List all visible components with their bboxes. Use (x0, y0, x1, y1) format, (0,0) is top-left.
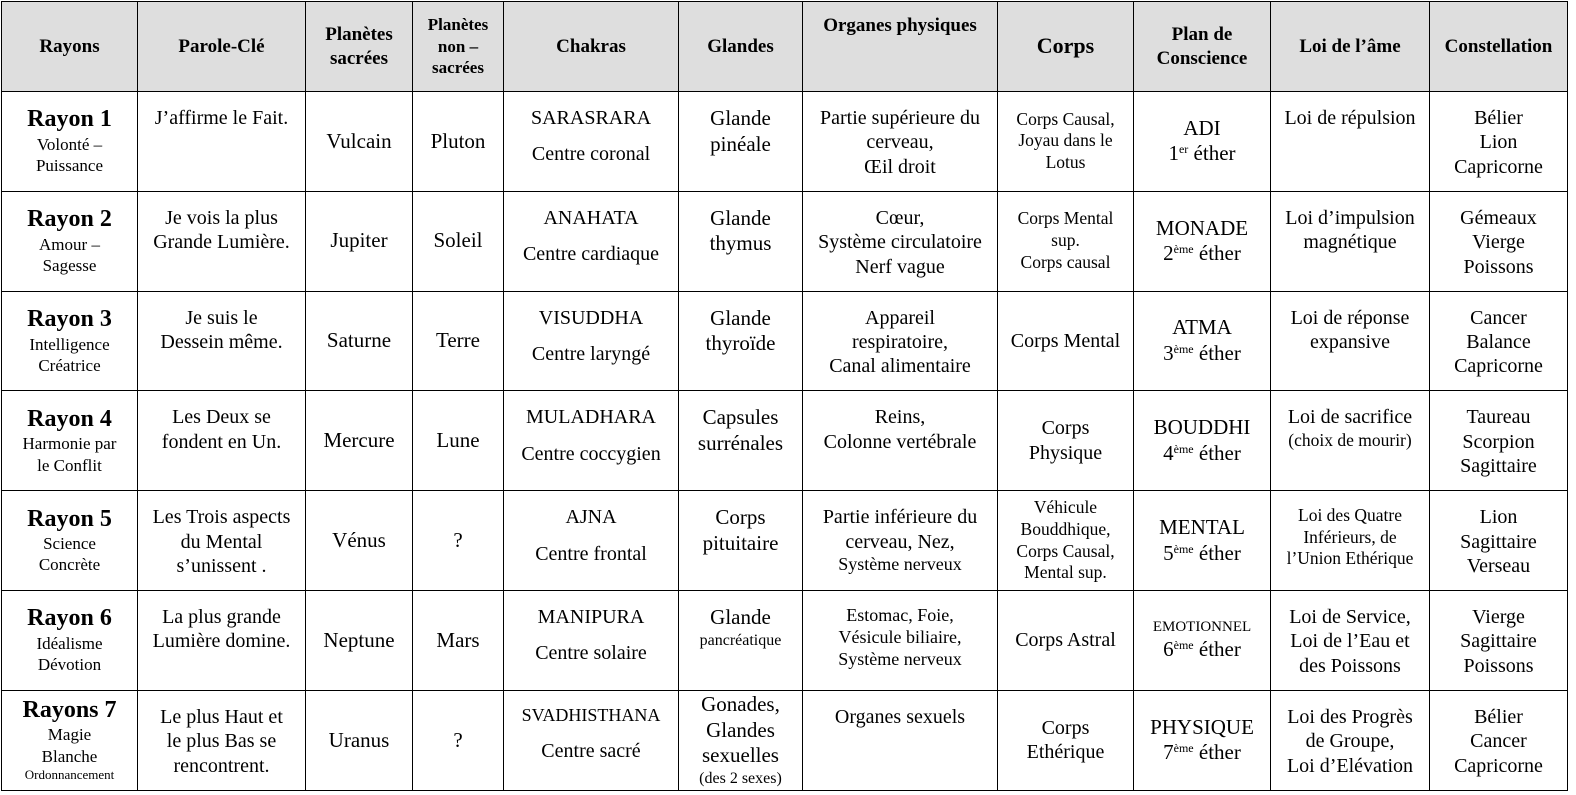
keyword-line: s’unissent . (176, 554, 267, 577)
cell-constellation (1430, 690, 1568, 790)
cell-glande (679, 690, 803, 790)
ether-word: éther (1198, 740, 1241, 765)
ray-subtitle: Idéalisme (36, 633, 103, 653)
chakra-centre: Centre frontal (535, 542, 647, 565)
header-planetes-sacrees: Planètes sacrées (306, 2, 413, 92)
cell-chakra (504, 92, 679, 192)
law-line: expansive (1310, 330, 1390, 353)
organ-line: respiratoire, (851, 330, 949, 353)
cell-planete-sacree: Vénus (306, 491, 413, 591)
ray-name: Rayon 4 (27, 405, 112, 432)
ray-subtitle: Magie (47, 725, 92, 745)
body-line: Corps (1041, 717, 1090, 739)
keyword-line: Je suis le (185, 306, 258, 329)
cell-plan-conscience (1134, 191, 1271, 291)
constellation-line: Cancer (1470, 730, 1527, 753)
gland-line: thyroïde (705, 331, 776, 356)
chakra-name: MULADHARA (526, 406, 656, 429)
organ-line: Reins, (874, 406, 926, 429)
ray-subtitle: Intelligence (29, 334, 110, 354)
keyword-line: Les Deux se (172, 406, 271, 429)
cell-glande (679, 491, 803, 591)
gland-line: Glande (710, 604, 771, 629)
gland-line: Glande (710, 106, 771, 130)
law-line: de Groupe, (1305, 730, 1395, 753)
constellation-line: Scorpion (1462, 430, 1535, 453)
organ-line: Nerf vague (855, 255, 945, 278)
keyword-line: rencontrent. (173, 754, 270, 777)
cell-glande (679, 92, 803, 192)
ray-subtitle: Volonté – (36, 134, 103, 154)
cell-loi-ame (1271, 590, 1430, 690)
cell-plan-conscience (1134, 491, 1271, 591)
cell-chakra (504, 291, 679, 391)
law-line: Loi d’Elévation (1286, 754, 1414, 777)
ether-line (1138, 141, 1266, 167)
cell-organes (803, 391, 998, 491)
ether-line (1138, 441, 1266, 467)
ether-number: 2 (1163, 241, 1174, 266)
ether-ordinal: ème (1173, 242, 1194, 257)
cell-planete-sacree: Neptune (306, 590, 413, 690)
cell-plan-conscience (1134, 291, 1271, 391)
chakra-name: SARASRARA (530, 107, 652, 129)
constellation-line: Bélier (1474, 107, 1523, 129)
cell-organes (803, 191, 998, 291)
ether-number: 4 (1163, 440, 1174, 465)
cell-parole-cle (138, 690, 306, 790)
ether-ordinal: ème (1173, 441, 1194, 456)
ether-word: éther (1198, 440, 1241, 465)
table-row (2, 590, 1568, 690)
keyword-line: Les Trois aspects (152, 506, 291, 529)
organ-line: cerveau, (866, 131, 934, 154)
cell-organes (803, 690, 998, 790)
cell-parole-cle (138, 92, 306, 192)
ray-subtitle: Amour – (39, 234, 100, 254)
header-plan-de-conscience: Plan de Conscience (1134, 2, 1271, 92)
ether-ordinal: ème (1173, 541, 1194, 556)
constellation-line: Vierge (1472, 231, 1525, 254)
organ-line: Système nerveux (838, 648, 962, 669)
constellation-line: Sagittaire (1460, 455, 1537, 478)
law-line: Loi des Progrès (1287, 705, 1413, 728)
plan-name: MENTAL (1159, 514, 1245, 539)
header-parole-cle: Parole-Clé (138, 2, 306, 92)
organ-line: Partie supérieure du (820, 107, 980, 129)
constellation-line: Lion (1479, 131, 1518, 154)
cell-corps (998, 291, 1134, 391)
cell-planete-non-sacree: Pluton (413, 92, 504, 192)
plan-name: ADI (1183, 115, 1221, 140)
body-line: Corps Astral (1015, 629, 1116, 652)
cell-organes (803, 491, 998, 591)
chakra-centre: Centre laryngé (531, 342, 651, 365)
cell-chakra (504, 491, 679, 591)
header-loi-de-l-ame: Loi de l’âme (1271, 2, 1430, 92)
cell-rayon (2, 590, 138, 690)
ray-name: Rayons 7 (22, 696, 117, 723)
header-corps: Corps (998, 2, 1134, 92)
cell-planete-non-sacree: ? (413, 690, 504, 790)
chakra-name: ANAHATA (543, 206, 639, 229)
header-constellation: Constellation (1430, 2, 1568, 92)
cell-rayon (2, 391, 138, 491)
ether-ordinal: ème (1173, 741, 1194, 756)
keyword-line: Lumière domine. (152, 630, 291, 653)
ether-number: 6 (1163, 636, 1174, 661)
constellation-line: Verseau (1466, 554, 1531, 577)
chakra-name: SVADHISTHANA (521, 704, 661, 725)
ether-line (1138, 740, 1266, 766)
constellation-line: Taureau (1466, 406, 1531, 429)
cell-rayon (2, 291, 138, 391)
header-planetes-non-sacrees: Planètes non – sacrées (413, 2, 504, 92)
table-row (2, 491, 1568, 591)
constellation-line: Sagittaire (1460, 530, 1537, 553)
cell-rayon (2, 690, 138, 790)
constellation-line: Capricorne (1454, 754, 1543, 777)
cell-organes (803, 590, 998, 690)
ether-word: éther (1193, 141, 1236, 166)
ether-line (1138, 541, 1266, 567)
gland-line: pancréatique (699, 631, 782, 649)
cell-plan-conscience (1134, 590, 1271, 690)
chakra-name: MANIPURA (537, 605, 645, 628)
keyword-line: Dessein même. (160, 330, 283, 353)
cell-parole-cle (138, 491, 306, 591)
table-row (2, 291, 1568, 391)
organ-line: Organes sexuels (834, 705, 966, 728)
ether-number: 7 (1163, 740, 1174, 765)
cell-constellation (1430, 291, 1568, 391)
cell-rayon (2, 491, 138, 591)
gland-line: Capsules (702, 405, 779, 430)
keyword-line: fondent en Un. (161, 430, 282, 453)
body-line: sup. (1051, 230, 1080, 251)
cell-constellation (1430, 92, 1568, 192)
keyword-line: le plus Bas se (166, 730, 277, 753)
body-line: Joyau dans le (1018, 130, 1113, 151)
body-line: Corps Causal, (1016, 540, 1115, 561)
body-line: Corps causal (1020, 252, 1111, 273)
ray-name: Rayon 5 (27, 505, 112, 532)
ether-word: éther (1198, 340, 1241, 365)
keyword-line: La plus grande (162, 605, 281, 628)
gland-line: Gonades, (701, 692, 780, 717)
cell-loi-ame (1271, 690, 1430, 790)
cell-loi-ame (1271, 391, 1430, 491)
law-line: Loi de réponse (1290, 306, 1410, 329)
body-line: Physique (1028, 441, 1103, 464)
cell-loi-ame (1271, 491, 1430, 591)
cell-chakra (504, 690, 679, 790)
table-row (2, 690, 1568, 790)
law-line: Loi de répulsion (1284, 107, 1416, 129)
ray-subtitle: Blanche (41, 746, 98, 766)
chakra-name: AJNA (565, 506, 617, 529)
cell-planete-sacree: Jupiter (306, 191, 413, 291)
ray-subtitle: Sagesse (42, 255, 97, 275)
law-line: l’Union Ethérique (1286, 547, 1414, 568)
cell-rayon (2, 92, 138, 192)
plan-name: PHYSIQUE (1150, 714, 1254, 739)
cell-planete-sacree: Saturne (306, 291, 413, 391)
law-line: (choix de mourir) (1288, 429, 1412, 450)
cell-organes (803, 92, 998, 192)
cell-corps (998, 92, 1134, 192)
cell-corps (998, 191, 1134, 291)
gland-line: thymus (709, 231, 772, 256)
ether-ordinal: er (1178, 142, 1189, 157)
plan-name: MONADE (1155, 215, 1249, 240)
organ-line: Cœur, (875, 206, 925, 229)
cell-glande (679, 590, 803, 690)
law-line: Loi de l’Eau et (1290, 630, 1410, 653)
ether-line (1138, 637, 1266, 663)
ray-subtitle: Dévotion (37, 655, 102, 675)
ether-line (1138, 241, 1266, 267)
cell-parole-cle (138, 590, 306, 690)
ether-ordinal: ème (1173, 637, 1194, 652)
cell-plan-conscience (1134, 690, 1271, 790)
cell-constellation (1430, 191, 1568, 291)
ray-subtitle: Concrète (38, 555, 101, 575)
cell-glande (679, 391, 803, 491)
keyword-line: du Mental (180, 530, 263, 553)
plan-name: EMOTIONNEL (1152, 619, 1252, 636)
organ-line: Estomac, Foie, (846, 604, 954, 625)
organ-line: Œil droit (864, 155, 936, 178)
organ-line: Partie inférieure du (822, 506, 978, 529)
gland-line: pituitaire (702, 530, 779, 555)
plan-name: BOUDDHI (1153, 415, 1251, 440)
organ-line: Système circulatoire (818, 231, 982, 254)
cell-glande (679, 191, 803, 291)
plan-name: ATMA (1172, 315, 1232, 340)
organ-line: Système nerveux (838, 553, 962, 574)
table-row (2, 191, 1568, 291)
ether-number: 5 (1163, 540, 1174, 565)
body-line: Ethérique (1026, 741, 1105, 764)
ether-word: éther (1198, 540, 1241, 565)
body-line: Véhicule (1033, 496, 1098, 517)
cell-planete-non-sacree: Soleil (413, 191, 504, 291)
body-line: Corps (1041, 417, 1090, 440)
constellation-line: Poissons (1463, 255, 1534, 278)
header-glandes: Glandes (679, 2, 803, 92)
gland-line: (des 2 sexes) (699, 770, 782, 788)
header-rayons: Rayons (2, 2, 138, 92)
cell-planete-sacree: Vulcain (306, 92, 413, 192)
constellation-line: Vierge (1472, 605, 1525, 628)
ray-name: Rayon 6 (27, 605, 112, 632)
cell-corps (998, 491, 1134, 591)
constellation-line: Balance (1466, 330, 1531, 353)
cell-organes (803, 291, 998, 391)
gland-line: Glande (710, 205, 771, 230)
cell-plan-conscience (1134, 391, 1271, 491)
cell-plan-conscience (1134, 92, 1271, 192)
table-row (2, 391, 1568, 491)
law-line: Loi de Service, (1289, 605, 1411, 628)
cell-parole-cle (138, 191, 306, 291)
cell-planete-non-sacree: Mars (413, 590, 504, 690)
ether-number: 1 (1168, 141, 1179, 166)
law-line: des Poissons (1299, 654, 1401, 677)
gland-line: sexuelles (702, 743, 779, 768)
constellation-line: Lion (1479, 506, 1518, 529)
gland-line: Glandes (706, 717, 775, 742)
cell-constellation (1430, 391, 1568, 491)
cell-loi-ame (1271, 191, 1430, 291)
header-chakras: Chakras (504, 2, 679, 92)
body-line: Corps Mental (1010, 329, 1121, 352)
cell-chakra (504, 391, 679, 491)
gland-line: Glande (710, 305, 771, 330)
keyword-line: Le plus Haut et (160, 705, 283, 728)
ray-subtitle: Puissance (35, 156, 104, 176)
cell-glande (679, 291, 803, 391)
cell-loi-ame (1271, 291, 1430, 391)
cell-chakra (504, 590, 679, 690)
ray-subtitle: Science (43, 534, 96, 554)
organ-line: Colonne vertébrale (823, 430, 977, 453)
body-line: Bouddhique, (1020, 518, 1111, 539)
gland-line: surrénales (697, 431, 784, 455)
organ-line: Canal alimentaire (829, 355, 971, 378)
keyword-line: Je vois la plus (165, 206, 278, 229)
chakra-centre: Centre sacré (541, 739, 641, 762)
rays-correspondence-table (1, 1, 1568, 791)
organ-line: cerveau, Nez, (845, 530, 955, 553)
cell-parole-cle (138, 291, 306, 391)
cell-corps (998, 391, 1134, 491)
header-organes-physiques: Organes physiques (803, 2, 998, 92)
cell-planete-non-sacree: Terre (413, 291, 504, 391)
ray-subtitle: Ordonnancement (24, 766, 115, 782)
body-line: Corps Mental (1017, 208, 1114, 229)
ray-subtitle: Créatrice (38, 355, 101, 375)
cell-loi-ame (1271, 92, 1430, 192)
body-line: Mental sup. (1024, 562, 1107, 583)
cell-planete-non-sacree: ? (413, 491, 504, 591)
chakra-centre: Centre coccygien (521, 442, 661, 465)
table-row (2, 92, 1568, 192)
constellation-line: Gémeaux (1460, 206, 1537, 229)
gland-line: Corps (715, 505, 766, 530)
constellation-line: Bélier (1474, 705, 1523, 728)
ray-name: Rayon 3 (27, 305, 112, 332)
chakra-centre: Centre cardiaque (522, 243, 660, 266)
chakra-centre: Centre solaire (535, 642, 647, 665)
cell-planete-non-sacree: Lune (413, 391, 504, 491)
law-line: Inférieurs, de (1303, 526, 1397, 547)
organ-line: Appareil (865, 306, 935, 329)
cell-chakra (504, 191, 679, 291)
law-line: Loi des Quatre (1298, 505, 1402, 526)
ray-subtitle: le Conflit (37, 455, 102, 475)
constellation-line: Capricorne (1454, 355, 1543, 378)
cell-corps (998, 690, 1134, 790)
law-line: magnétique (1303, 231, 1397, 254)
constellation-line: Cancer (1470, 306, 1527, 329)
cell-constellation (1430, 590, 1568, 690)
cell-rayon (2, 191, 138, 291)
header-row (2, 2, 1568, 92)
gland-line: pinéale (710, 131, 771, 156)
ether-line (1138, 341, 1266, 367)
chakra-name: VISUDDHA (538, 306, 644, 329)
body-line: Lotus (1045, 152, 1086, 173)
keyword-line: J’affirme le Fait. (154, 107, 289, 129)
ether-ordinal: ème (1173, 341, 1194, 356)
ether-number: 3 (1163, 340, 1174, 365)
cell-planete-sacree: Mercure (306, 391, 413, 491)
body-line: Corps Causal, (1016, 108, 1115, 129)
ray-subtitle: Harmonie par (22, 434, 117, 454)
law-line: Loi de sacrifice (1287, 406, 1413, 429)
cell-corps (998, 590, 1134, 690)
constellation-line: Poissons (1463, 654, 1534, 677)
constellation-line: Capricorne (1454, 155, 1543, 178)
keyword-line: Grande Lumière. (153, 231, 290, 254)
chakra-centre: Centre coronal (531, 143, 651, 166)
organ-line: Vésicule biliaire, (838, 626, 962, 647)
constellation-line: Sagittaire (1460, 630, 1537, 653)
ray-name: Rayon 2 (27, 206, 112, 233)
ether-word: éther (1198, 636, 1241, 661)
ray-name: Rayon 1 (27, 106, 112, 133)
cell-parole-cle (138, 391, 306, 491)
ether-word: éther (1198, 241, 1241, 266)
law-line: Loi d’impulsion (1285, 206, 1415, 229)
cell-planete-sacree: Uranus (306, 690, 413, 790)
cell-constellation (1430, 491, 1568, 591)
